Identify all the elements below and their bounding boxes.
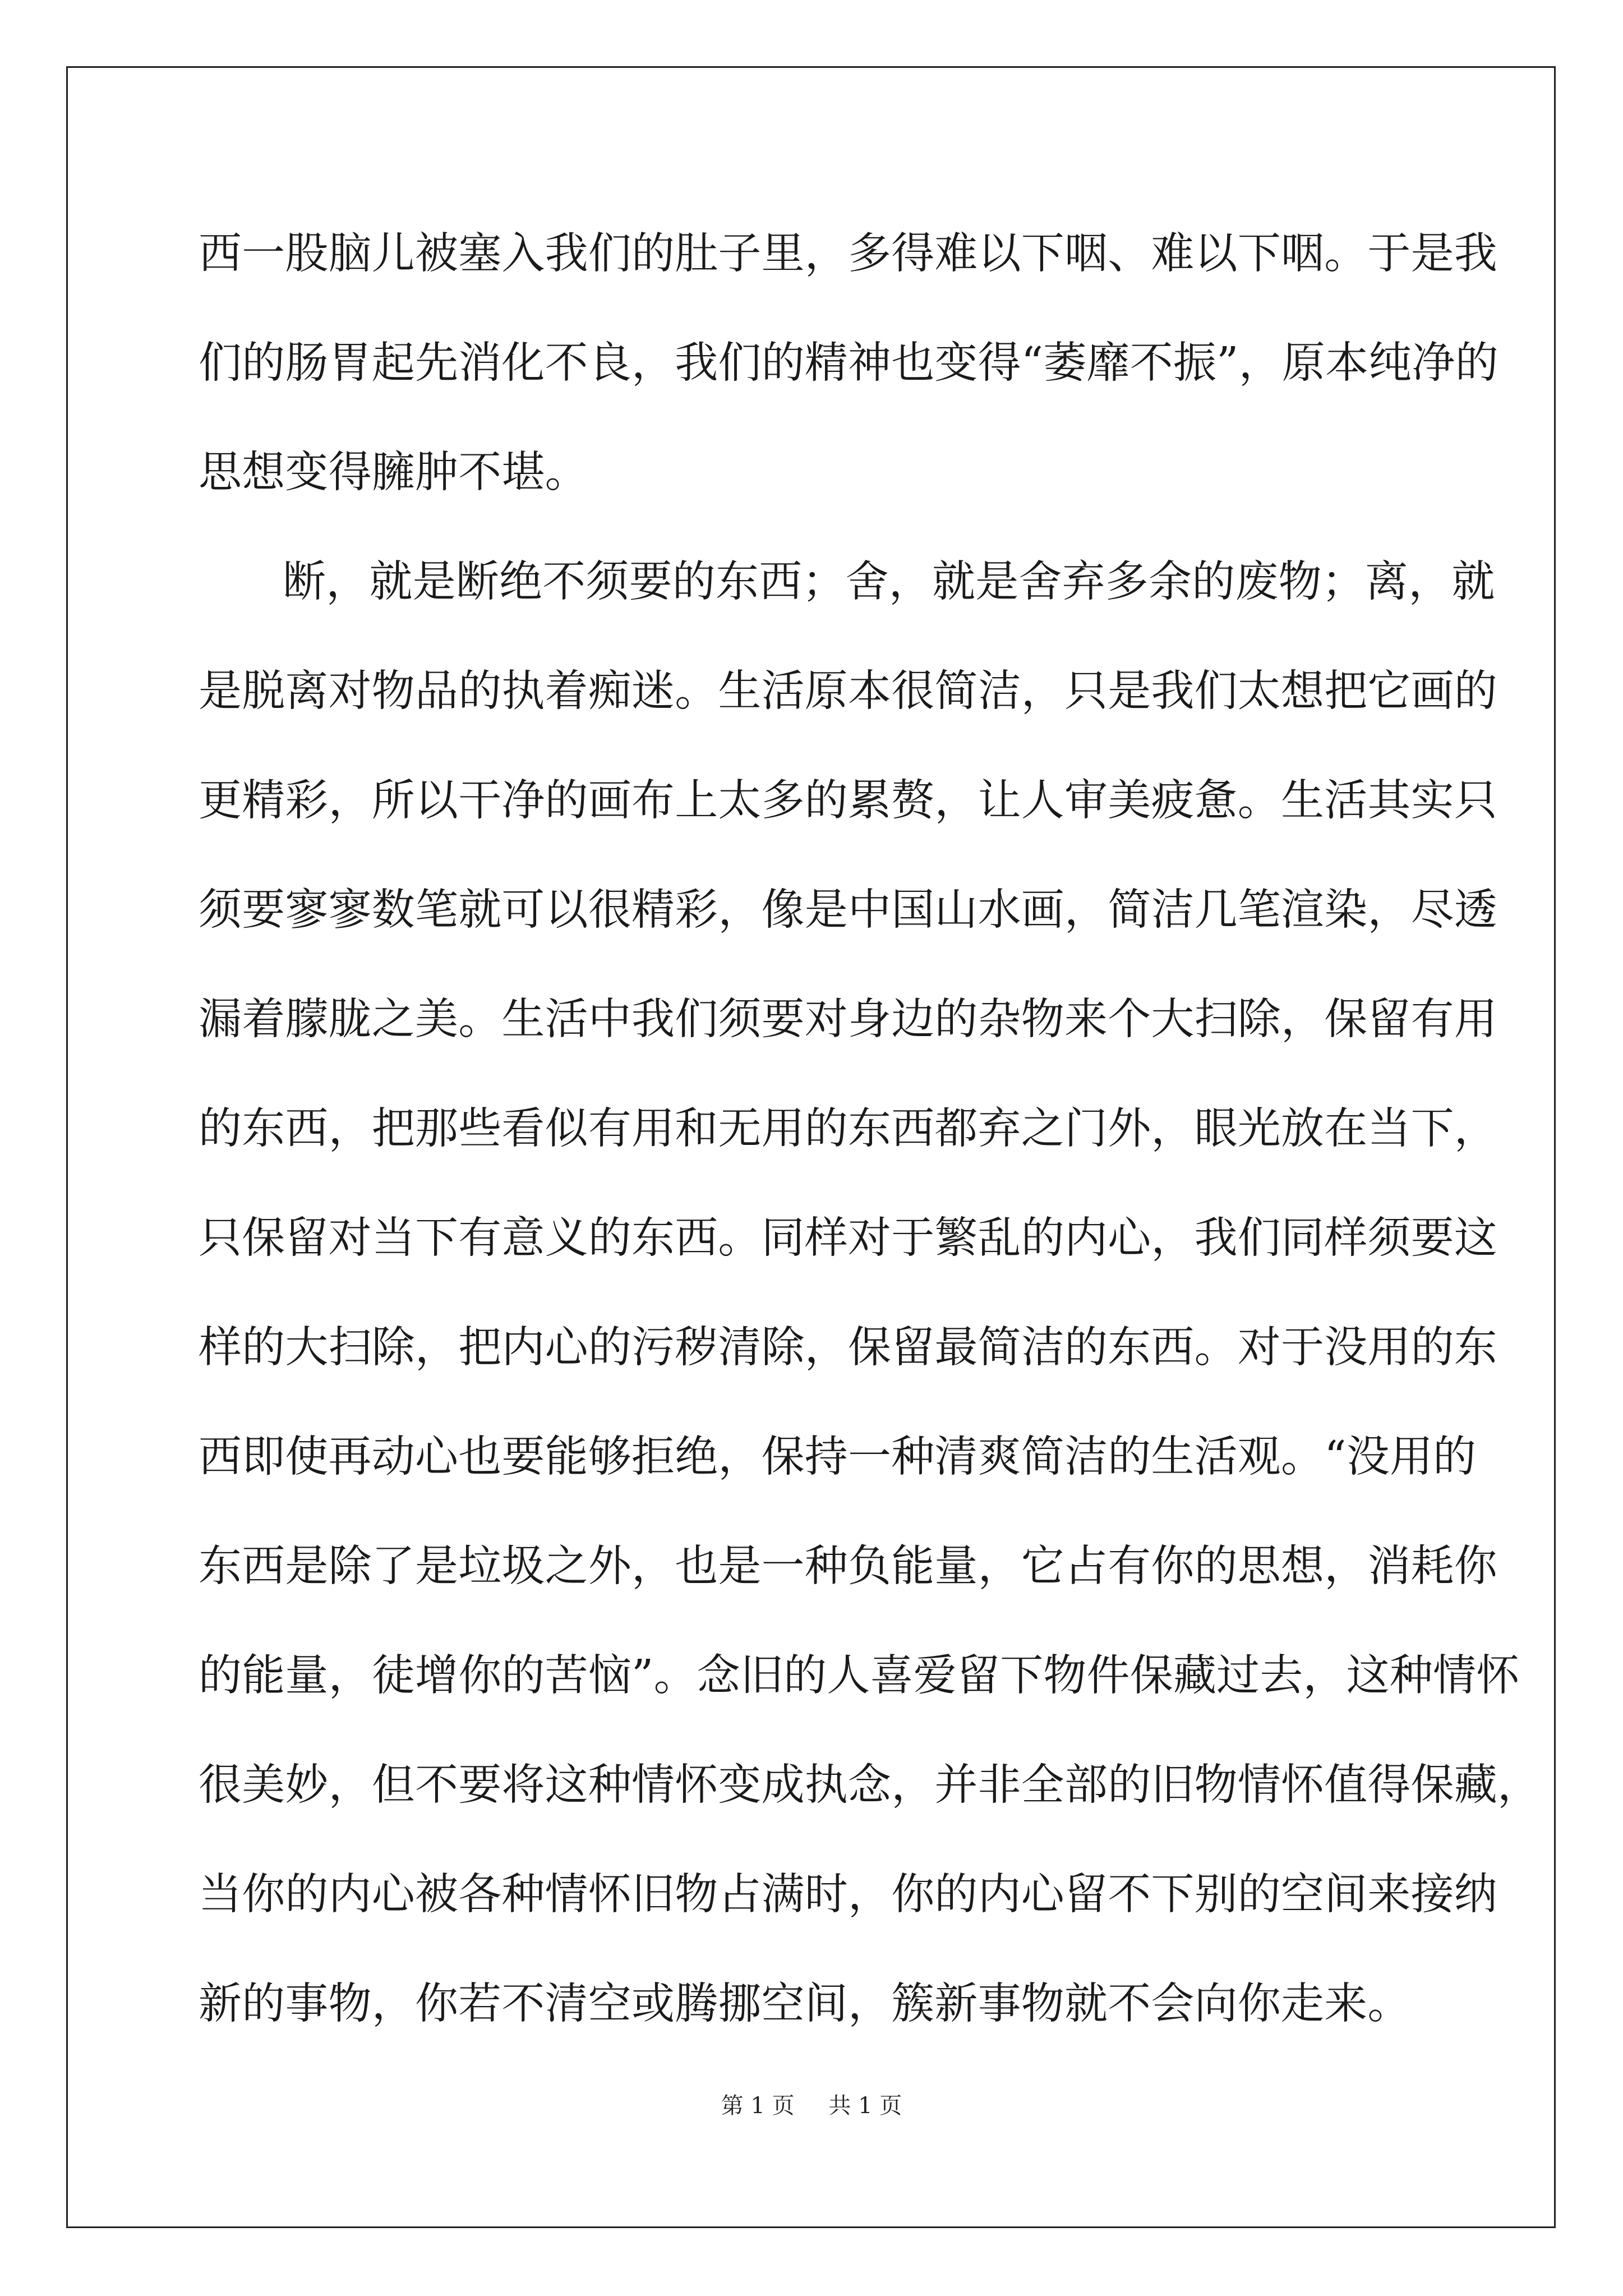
document-body xyxy=(199,199,1541,2059)
page-footer xyxy=(0,2088,1623,2120)
text-line: 西一股脑儿被塞入我们的肚子里，多得难以下咽、难以下咽。于是我 xyxy=(199,229,1497,279)
text-line: 是脱离对物品的执着痴迷。生活原本很简洁，只是我们太想把它画的 xyxy=(199,666,1497,716)
page-number: 第 1 页 xyxy=(721,2093,795,2119)
text-line: 很美妙，但不要将这种情怀变成执念，并非全部的旧物情怀值得保藏， xyxy=(199,1760,1541,1810)
text-line: 样的大扫除，把内心的污秽清除，保留最简洁的东西。对于没用的东 xyxy=(199,1323,1497,1373)
text-line: 新的事物，你若不清空或腾挪空间，簇新事物就不会向你走来。 xyxy=(199,1979,1411,2029)
text-line: 当你的内心被各种情怀旧物占满时，你的内心留不下别的空间来接纳 xyxy=(199,1870,1497,1920)
text-line: 西即使再动心也要能够拒绝，保持一种清爽简洁的生活观。“没用的 xyxy=(199,1432,1477,1482)
text-line: 的东西，把那些看似有用和无用的东西都弃之门外，眼光放在当下， xyxy=(199,1104,1497,1154)
text-line: 断，就是断绝不须要的东西；舍，就是舍弃多余的废物；离，就 xyxy=(283,557,1495,607)
text-line: 漏着朦胧之美。生活中我们须要对身边的杂物来个大扫除，保留有用 xyxy=(199,995,1497,1045)
text-line: 须要寥寥数笔就可以很精彩，像是中国山水画，简洁几笔渲染，尽透 xyxy=(199,885,1497,935)
text-line: 更精彩，所以干净的画布上太多的累赘，让人审美疲惫。生活其实只 xyxy=(199,776,1497,826)
text-line: 东西是除了是垃圾之外，也是一种负能量，它占有你的思想，消耗你 xyxy=(199,1542,1497,1591)
text-line: 只保留对当下有意义的东西。同样对于繁乱的内心，我们同样须要这 xyxy=(199,1213,1497,1263)
page-total: 共 1 页 xyxy=(828,2093,902,2119)
text-line: 思想变得臃肿不堪。 xyxy=(199,448,588,498)
text-line: 的能量，徒增你的苦恼”。念旧的人喜爱留下物件保藏过去，这种情怀 xyxy=(199,1651,1520,1701)
text-line: 们的肠胃起先消化不良，我们的精神也变得“萎靡不振”，原本纯净的 xyxy=(199,338,1498,388)
